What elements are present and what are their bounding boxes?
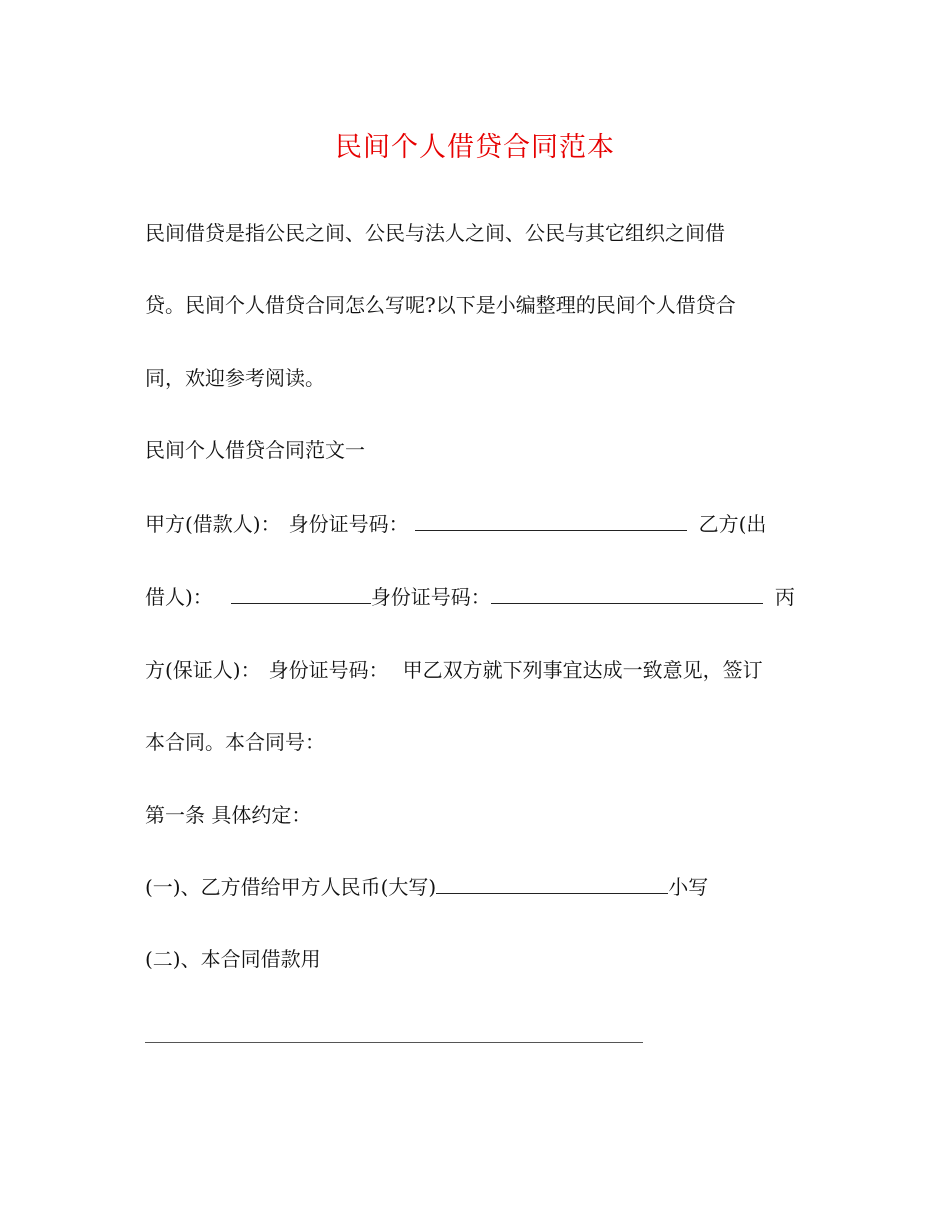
party-b-line: [145, 582, 795, 612]
contract-number-line: 本合同。本合同号：: [145, 730, 325, 754]
party-a-label: 甲方(借款人)：: [145, 512, 281, 536]
intro-line-2: 贷。民间个人借贷合同怎么写呢?以下是小编整理的民间个人借贷合: [145, 293, 736, 317]
party-b-id-blank: [491, 585, 763, 604]
loan-purpose-blank: [145, 1042, 643, 1043]
article-1-heading: 第一条 具体约定：: [145, 803, 312, 827]
party-b-label-end: 借人)：: [145, 585, 213, 609]
party-c-id-label: 身份证号码：: [268, 658, 389, 682]
intro-line-1: 民间借贷是指公民之间、公民与法人之间、公民与其它组织之间借: [145, 221, 725, 245]
item-1-start: (一)、乙方借给甲方人民币(大写): [145, 875, 437, 899]
party-b-label-start: 乙方(出: [698, 512, 767, 536]
sample-heading: 民间个人借贷合同范文一: [145, 438, 365, 462]
party-c-label-start: 丙: [774, 585, 795, 609]
party-c-tail: 甲乙双方就下列事宜达成一致意见，签订: [402, 658, 763, 682]
item-2-line: (二)、本合同借款用: [145, 947, 321, 971]
party-a-id-label: 身份证号码：: [288, 512, 409, 536]
amount-uppercase-blank: [436, 875, 668, 894]
party-b-id-label: 身份证号码：: [370, 585, 491, 609]
party-a-id-blank: [415, 512, 687, 531]
document-title: 民间个人借贷合同范本: [335, 132, 615, 163]
item-1-end: 小写: [668, 875, 709, 899]
party-a-line: [145, 509, 766, 539]
party-b-name-blank: [231, 585, 371, 604]
party-c-line: [145, 655, 763, 685]
party-c-label-end: 方(保证人)：: [145, 658, 261, 682]
intro-line-3: 同，欢迎参考阅读。: [145, 366, 325, 390]
item-1-line: [145, 872, 708, 902]
